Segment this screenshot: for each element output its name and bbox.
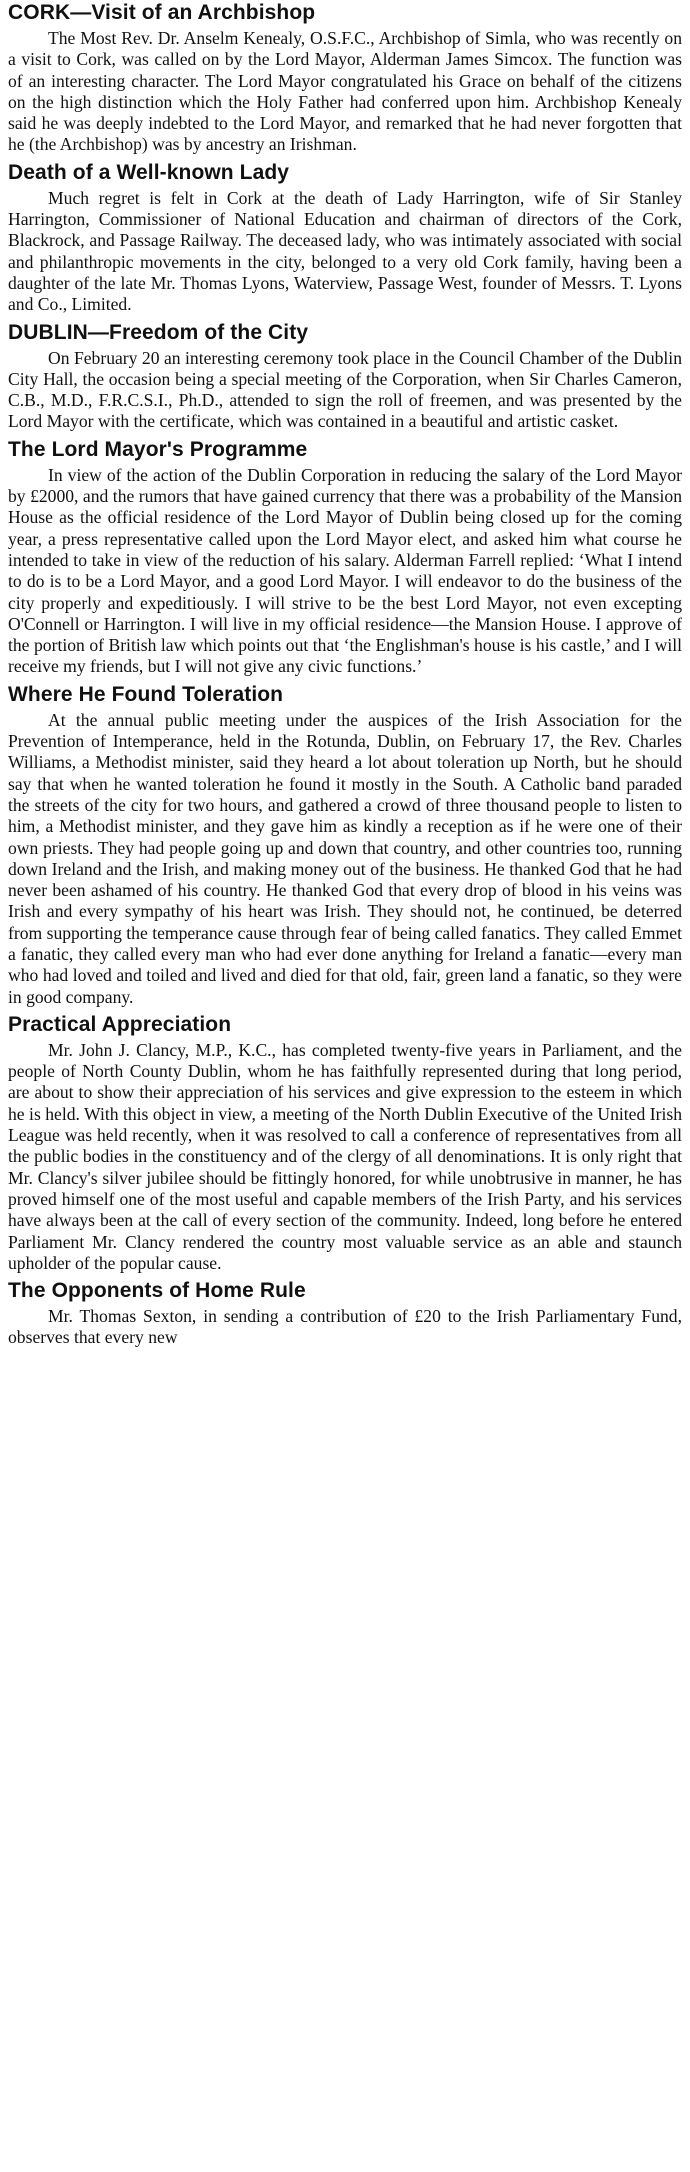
article-lord-mayor-programme <box>8 437 682 678</box>
article-headline: Where He Found Toleration <box>8 682 284 706</box>
article-headline: The Lord Mayor's Programme <box>8 437 308 461</box>
article-dublin-freedom <box>8 320 682 433</box>
article-body: At the annual public meeting under the auspices of the Irish Association for the Prevention of Intemperance, held in the Rotunda, Dublin, on February 17, the Rev. Charles Williams, a Methodist minister, said they heard a lot about toleration up North, but he should say that when he wanted toleration he found it mostly in the South. A Catholic band paraded the streets of the city for two hours, and gathered a crowd of three thousand people to listen to him, a Methodist minister, and they gave him as kindly a reception as if he were one of their own priests. They had people going up and down that country, and other countries too, running down Ireland and the Irish, and making money out of the business. He thanked God that he had never been ashamed of his country. He thanked God that every drop of blood in his veins was Irish and every sympathy of his heart was Irish. They should not, he continued, be deterred from supporting the temperance cause through fear of being called fanatics. They called Emmet a fanatic, they called every man who had ever done anything for Ireland a fanatic—every man who had loved and toiled and lived and died for that old, fair, green land a fanatic, so they were in good company. <box>8 709 682 1007</box>
article-cork-archbishop <box>8 0 682 156</box>
article-headline: DUBLIN—Freedom of the City <box>8 320 309 344</box>
article-body: Much regret is felt in Cork at the death of Lady Harrington, wife of Sir Stanley Harrington, Commissioner of National Education and chairman of directors of the Cork, Blackrock, and Passage Railway. The deceased lady, who was intimately associated with social and philanthropic movements in the city, belonged to a very old Cork family, having been a daughter of the late Mr. Thomas Lyons, Waterview, Passage West, founder of Messrs. T. Lyons and Co., Limited. <box>8 187 682 315</box>
article-headline: The Opponents of Home Rule <box>8 1279 306 1303</box>
article-body: On February 20 an interesting ceremony took place in the Council Chamber of the Dublin City Hall, the occasion being a special meeting of the Corporation, when Sir Charles Cameron, C.B., M.D., F.R.C.S.I., Ph.D., attended to sign the roll of freemen, and was presented by the Lord Mayor with the certificate, which was contained in a beautiful and artistic casket. <box>8 347 682 432</box>
article-toleration <box>8 682 682 1008</box>
article-body: The Most Rev. Dr. Anselm Kenealy, O.S.F.C., Archbishop of Simla, who was recently on a visit to Cork, was called on by the Lord Mayor, Alderman James Simcox. The function was of an interesting character. The Lord Mayor congratulated his Grace on behalf of the citizens on the high distinction which the Holy Father had conferred upon him. Archbishop Kenealy said he was deeply indebted to the Lord Mayor, and remarked that he had never forgotten that he (the Archbishop) was by ancestry an Irishman. <box>8 28 682 155</box>
article-opponents-home-rule <box>8 1278 682 1349</box>
article-headline: Death of a Well-known Lady <box>8 160 290 184</box>
article-headline: CORK—Visit of an Archbishop <box>8 1 316 24</box>
article-body: In view of the action of the Dublin Corporation in reducing the salary of the Lord Mayor by £2000, and the rumors that have gained currency that there was a probability of the Mansion House as the official residence of the Lord Mayor of Dublin being closed up for the coming year, a press representative called upon the Lord Mayor elect, and asked him what course he intended to take in view of the reduction of his salary. Alderman Farrell replied: ‘What I intend to do is to be a Lord Mayor, and a good Lord Mayor. I will endeavor to do the business of the city properly and expeditiously. I will strive to be the best Lord Mayor, not even excepting O'Connell or Harrington. I will live in my official residence—the Mansion House. I approve of the portion of British law which points out that ‘the Englishman's house is his castle,’ and I will receive my friends, but I will not give any civic functions.’ <box>8 464 682 677</box>
article-death-of-lady <box>8 160 682 316</box>
article-headline: Practical Appreciation <box>8 1012 232 1036</box>
article-body: Mr. John J. Clancy, M.P., K.C., has completed twenty-five years in Parliament, and the people of North County Dublin, whom he has faithfully represented during that long period, are about to show their appreciation of his services and give expression to the esteem in which he is held. With this object in view, a meeting of the North Dublin Executive of the United Irish League was held recently, when it was resolved to call a conference of representatives from all the public bodies in the constituency and of the clergy of all denominations. It is only right that Mr. Clancy's silver jubilee should be fittingly honored, for while unobtrusive in manner, he has proved himself one of the most useful and capable members of the Irish Party, and his services have always been at the call of every section of the community. Indeed, long before he entered Parliament Mr. Clancy rendered the country most valuable service as an able and staunch upholder of the popular cause. <box>8 1039 682 1273</box>
article-body: Mr. Thomas Sexton, in sending a contribution of £20 to the Irish Parliamentary Fund, observes that every new <box>8 1306 682 1348</box>
article-practical-appreciation <box>8 1012 682 1274</box>
